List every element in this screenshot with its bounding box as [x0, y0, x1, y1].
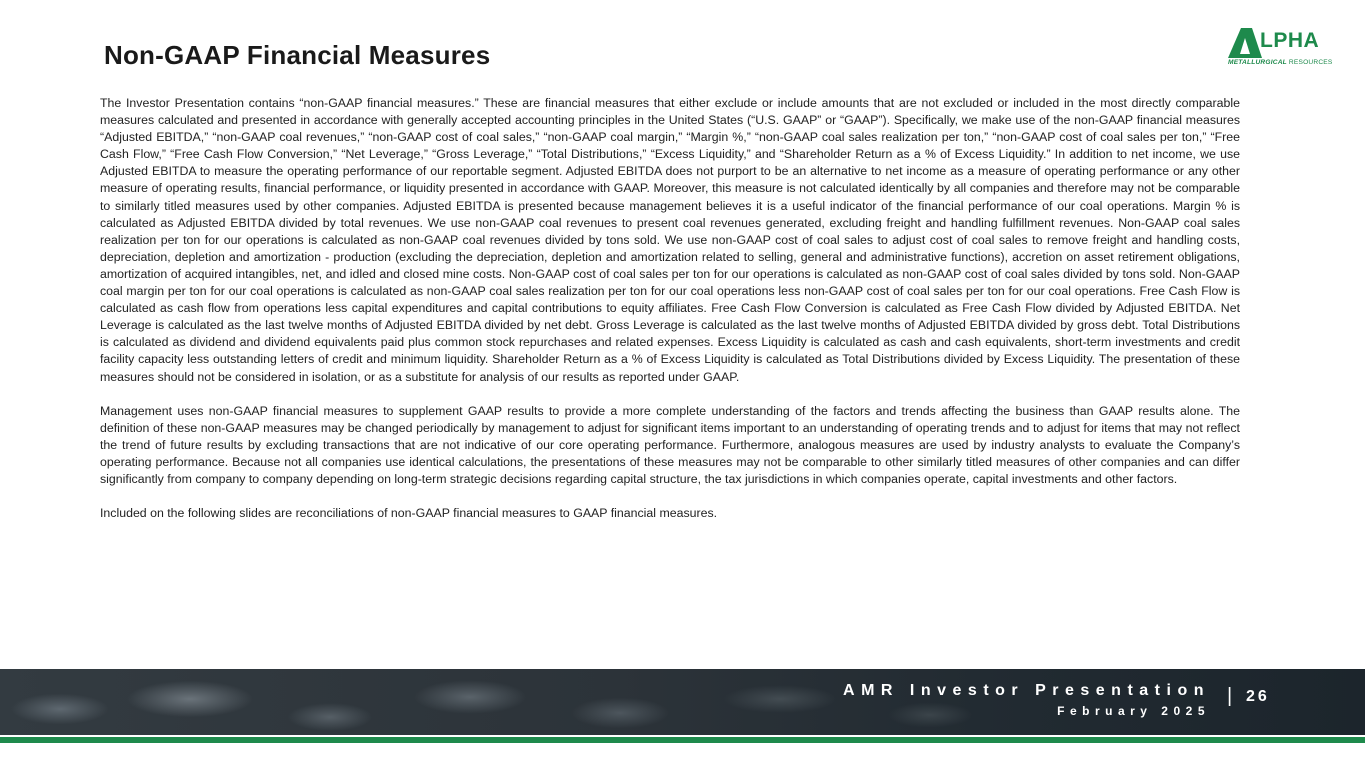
footer-presentation-title: AMR Investor Presentation: [843, 682, 1210, 699]
footer-separator: |: [1227, 685, 1233, 707]
page-number: 26: [1246, 688, 1270, 705]
footer-banner: [0, 669, 1365, 735]
logo-subtitle-rest: RESOURCES: [1286, 59, 1333, 66]
logo-wordmark: LPHA: [1260, 29, 1320, 52]
paragraph-management-use: Management uses non-GAAP financial measures to supplement GAAP results to provide a more complete understanding of the factors and trends affecting the business than GAAP results alone. The definition of these non-GAAP measures may be changed periodically by management to adjust for significant items important to an understanding of operating trends and to adjust for items that may not reflect the trend of future results by excluding transactions that are not indicative of our core operating performance. Furthermore, analogous measures are used by industry analysts to evaluate the Company’s operating performance. Because not all companies use identical calculations, the presentations of these measures may not be comparable to other similarly titled measures of other companies and can differ significantly from company to company depending on long-term strategic decisions regarding capital structure, the tax jurisdictions in which companies operate, capital investments and other factors.: [100, 403, 1240, 487]
logo-subtitle: [1228, 59, 1333, 66]
alpha-logo: [1226, 28, 1350, 72]
alpha-triangle-icon: [1228, 28, 1262, 58]
paragraph-definitions: The Investor Presentation contains “non-GAAP financial measures.” These are financial measures that either exclude or include amounts that are not excluded or included in the most directly comparable measures calculated and presented in accordance with generally accepted accounting principles in the United States (“U.S. GAAP” or “GAAP”). Specifically, we make use of the non-GAAP financial measures “Adjusted EBITDA,” “non-GAAP coal revenues,” “non-GAAP cost of coal sales,” “non-GAAP coal margin,” “Margin %,” “non-GAAP coal sales realization per ton,” “non-GAAP cost of coal sales per ton,” “Free Cash Flow,” “Free Cash Flow Conversion,” “Net Leverage,” “Gross Leverage,” “Total Distributions,” “Excess Liquidity,” and “Shareholder Return as a % of Excess Liquidity.” In addition to net income, we use Adjusted EBITDA to measure the operating performance of our reportable segment. Adjusted EBITDA does not purport to be an alternative to net income as a measure of operating performance or any other measure of operating results, financial performance, or liquidity presented in accordance with GAAP. Moreover, this measure is not calculated identically by all companies and therefore may not be comparable to similarly titled measures used by other companies. Adjusted EBITDA is presented because management believes it is a useful indicator of the financial performance of our coal operations. Margin % is calculated as Adjusted EBITDA divided by total revenues. We use non-GAAP coal revenues to present coal revenues generated, excluding freight and handling fulfillment revenues. Non-GAAP coal sales realization per ton for our operations is calculated as non-GAAP coal revenues divided by tons sold. We use non-GAAP cost of coal sales to adjust cost of coal sales to remove freight and handling costs, depreciation, depletion and amortization - production (excluding the depreciation, depletion and amortization related to selling, general and administrative functions), accretion on asset retirement obligations, amortization of acquired intangibles, net, and idled and closed mine costs. Non-GAAP cost of coal sales per ton for our operations is calculated as non-GAAP cost of coal sales divided by tons sold. Non-GAAP coal margin per ton for our coal operations is calculated as non-GAAP coal sales realization per ton for our coal operations less non-GAAP cost of coal sales per ton for our coal operations. Free Cash Flow is calculated as cash flow from operations less capital expenditures and capital contributions to equity affiliates. Free Cash Flow Conversion is calculated as Free Cash Flow divided by Adjusted EBITDA. Net Leverage is calculated as the last twelve months of Adjusted EBITDA divided by net debt. Gross Leverage is calculated as the last twelve months of Adjusted EBITDA divided by gross debt. Total Distributions is calculated as dividend and dividend equivalents paid plus common stock repurchases and related expenses. Excess Liquidity is calculated as cash and cash equivalents, short-term investments and credit facility capacity less outstanding letters of credit and minimum liquidity. Shareholder Return as a % of Excess Liquidity is calculated as Total Distributions divided by Excess Liquidity. The presentation of these measures should not be considered in isolation, or as a substitute for analysis of our results as reported under GAAP.: [100, 96, 1240, 384]
slide-title: Non-GAAP Financial Measures: [104, 40, 491, 70]
footer-date: February 2025: [1057, 704, 1210, 718]
footer-accent-bar: [0, 737, 1365, 743]
body-text: [100, 95, 1240, 539]
paragraph-reconciliations: Included on the following slides are reconciliations of non-GAAP financial measures to GAAP financial measures.: [100, 506, 718, 521]
logo-subtitle-bold: METALLURGICAL: [1228, 59, 1287, 66]
